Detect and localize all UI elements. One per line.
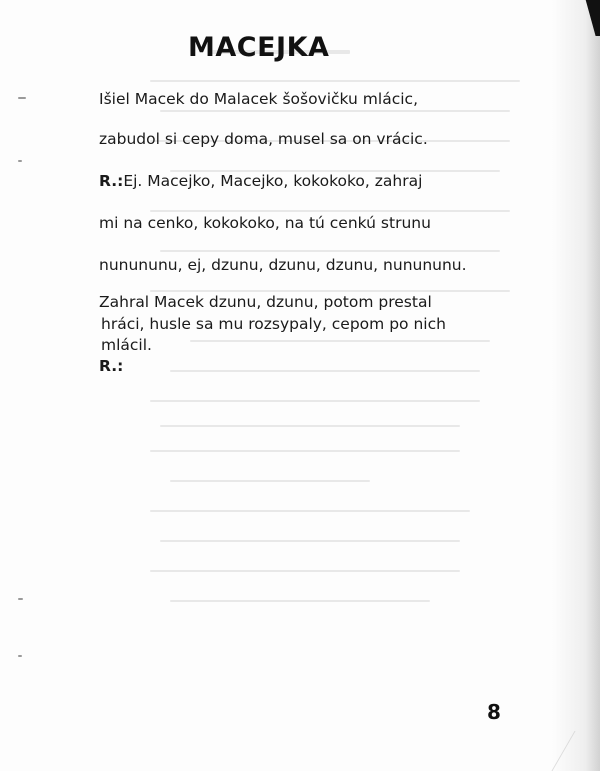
end-refrain-label [99,357,123,376]
refrain-line: nunununu, ej, dzunu, dzunu, dzunu, nunununu. [99,256,467,274]
refrain-line: mi na cenko, kokokoko, na tú cenkú strunu [99,214,431,232]
song-title: MACEJKA [188,32,330,63]
verse-line: zabudol si cepy doma, musel sa on vrácic. [99,130,428,148]
binder-hole-mark [18,160,22,162]
refrain-label: R.: [99,172,124,190]
verse-line: mlácil. [101,336,152,354]
verse-line: Išiel Macek do Malacek šošovičku mlácic, [99,90,418,108]
page-number: 8 [487,700,501,724]
binder-hole-mark [18,655,22,657]
refrain-line [99,172,422,191]
verse-line: Zahral Macek dzunu, dzunu, potom prestal [99,293,432,311]
binder-hole-mark [18,97,26,99]
refrain-text: Ej. Macejko, Macejko, kokokoko, zahraj [123,172,423,190]
refrain-label: R.: [99,357,124,375]
page-edge-shadow [552,0,600,771]
binder-hole-mark [18,598,23,600]
verse-line: hráci, husle sa mu rozsypaly, cepom po nich [101,315,446,333]
